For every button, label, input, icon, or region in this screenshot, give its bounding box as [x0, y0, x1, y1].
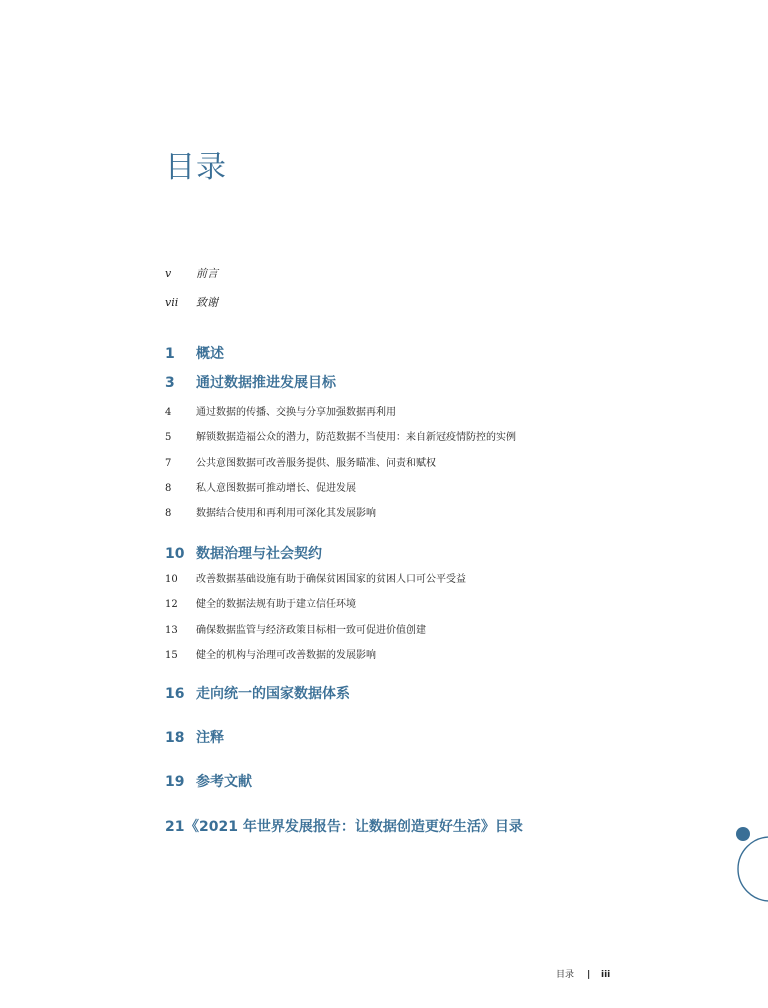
section-label: 确保数据监管与经济政策目标相一致可促进价值创建	[196, 625, 426, 636]
page-number: 10	[165, 546, 185, 562]
section-label: 数据结合使用和再利用可深化其发展影响	[196, 508, 376, 519]
chapter-label: 参考文献	[196, 774, 252, 790]
page-number: 3	[165, 375, 175, 391]
chapter-label: 注释	[196, 730, 224, 746]
page-number: 15	[165, 650, 178, 661]
footer-section-title: 目录	[556, 970, 575, 980]
page-number: 10	[165, 574, 178, 585]
section-label: 健全的机构与治理可改善数据的发展影响	[196, 650, 376, 661]
chapter-label: 数据治理与社会契约	[196, 546, 322, 562]
footer-separator: |	[587, 970, 591, 980]
section-label: 私人意图数据可推动增长、促进发展	[196, 483, 356, 494]
entry-label: 致谢	[196, 296, 218, 309]
page-number: 21	[165, 819, 185, 835]
footer-page-number: iii	[601, 970, 611, 980]
page-number: 13	[165, 625, 178, 636]
ring-outline-icon	[738, 837, 768, 901]
section-label: 健全的数据法规有助于建立信任环境	[196, 599, 356, 610]
chapter-label: 通过数据推进发展目标	[196, 375, 336, 391]
page-number: 1	[165, 346, 175, 362]
page-number: v	[165, 267, 172, 280]
page-number: 5	[165, 432, 172, 443]
page-number: 4	[165, 407, 172, 418]
section-label: 解锁数据造福公众的潜力，防范数据不当使用：来自新冠疫情防控的实例	[196, 432, 516, 443]
filled-dot-icon	[736, 827, 750, 841]
page-number: 12	[165, 599, 178, 610]
section-label: 通过数据的传播、交换与分享加强数据再利用	[196, 407, 396, 418]
page-number: 8	[165, 483, 172, 494]
entry-label: 前言	[196, 267, 218, 280]
page-number: 18	[165, 730, 185, 746]
page-number: 16	[165, 686, 185, 702]
page-number: 8	[165, 508, 172, 519]
chapter-label: 概述	[196, 346, 224, 362]
page-title: 目录	[165, 150, 227, 185]
page-number: vii	[165, 296, 179, 309]
section-label: 改善数据基础设施有助于确保贫困国家的贫困人口可公平受益	[196, 574, 466, 585]
chapter-label: 《2021 年世界发展报告：让数据创造更好生活》目录	[185, 819, 523, 835]
section-label: 公共意图数据可改善服务提供、服务瞄准、问责和赋权	[196, 458, 436, 469]
chapter-label: 走向统一的国家数据体系	[196, 686, 350, 702]
page-number: 19	[165, 774, 185, 790]
page-number: 7	[165, 458, 172, 469]
